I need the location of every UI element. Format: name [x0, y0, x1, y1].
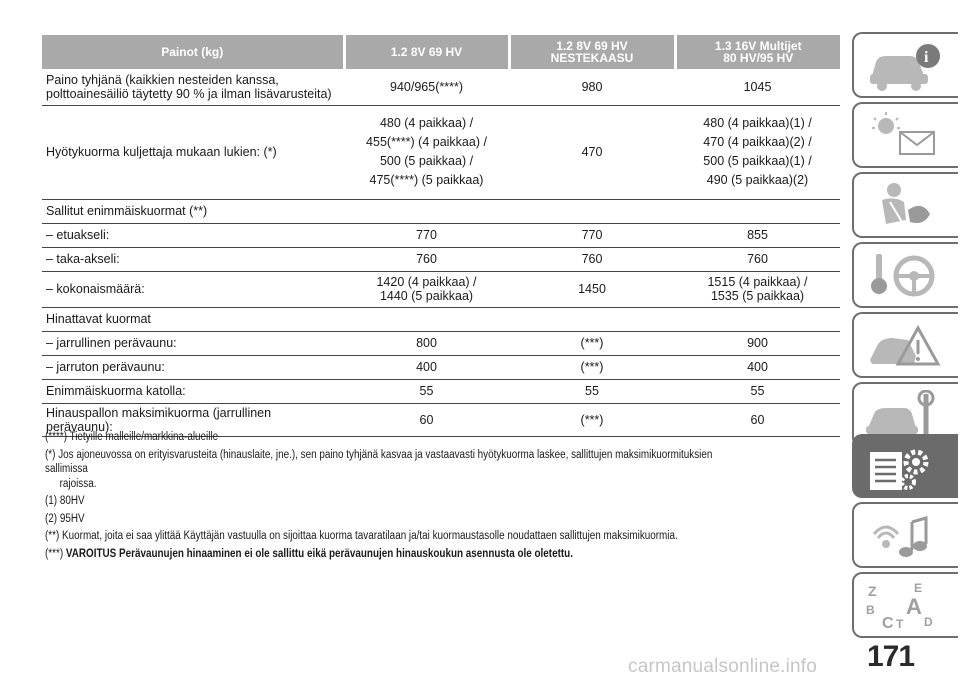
cell-value: 55 — [675, 379, 840, 403]
row-label: – jarruton perävaunu: — [42, 355, 344, 379]
header-engine-1: 1.2 8V 69 HV — [344, 35, 509, 69]
cell-line: 500 (5 paikkaa)(1) / — [703, 154, 812, 168]
cell-value: 60 — [675, 403, 840, 436]
cell-value — [344, 307, 509, 331]
table-row — [42, 355, 840, 379]
cell-value: 800 — [344, 331, 509, 355]
warning-light-message-icon — [864, 110, 944, 162]
row-label: Enimmäiskuorma katolla: — [42, 379, 344, 403]
seat-airbag-icon — [864, 180, 944, 232]
row-label: – etuakseli: — [42, 223, 344, 247]
row-label: Hyötykuorma kuljettaja mukaan lukien: (*) — [42, 105, 344, 199]
cell-line: 490 (5 paikkaa)(2) — [706, 173, 809, 187]
cell-value: 940/965(****) — [344, 69, 509, 105]
cell-value: 400 — [675, 355, 840, 379]
watermark: carmanualsonline.info — [628, 656, 818, 677]
tab-starting-driving[interactable] — [852, 242, 958, 308]
cell-value: 55 — [509, 379, 675, 403]
tab-technical-data[interactable] — [852, 434, 958, 498]
cell-value: (***) — [509, 403, 675, 436]
cell-value: 60 — [344, 403, 509, 436]
cell-value — [509, 199, 675, 223]
technical-data-gear-icon — [864, 442, 944, 494]
tab-index[interactable] — [852, 572, 958, 638]
cell-value: 1045 — [675, 69, 840, 105]
table-row — [42, 331, 840, 355]
tab-car-info[interactable] — [852, 32, 958, 98]
car-info-icon — [864, 40, 944, 92]
header-engine-3: 1.3 16V Multijet 80 HV/95 HV — [675, 35, 840, 69]
header-engine-2: 1.2 8V 69 HV NESTEKAASU — [509, 35, 675, 69]
tab-multimedia[interactable] — [852, 502, 958, 568]
table-row — [42, 379, 840, 403]
weights-table — [42, 35, 840, 437]
cell-value: 1420 (4 paikkaa) / 1440 (5 paikkaa) — [344, 271, 509, 307]
footnote: (1) 80HV — [45, 495, 85, 507]
cell-value: 760 — [675, 247, 840, 271]
cell-value: (***) — [509, 355, 675, 379]
index-letter: C — [882, 615, 894, 632]
cell-value: 770 — [509, 223, 675, 247]
footnote: (**) Kuormat, joita ei saa ylittää Käyttäjän vastuulla on sijoittaa kuorma tavaratilaan ja/tai kuormaustasolle noudattaen sallittujen maksimikuormia. — [45, 530, 678, 542]
table-header-row — [42, 35, 840, 69]
cell-value: 1450 — [509, 271, 675, 307]
cell-value: 55 — [344, 379, 509, 403]
cell-line: 480 (4 paikkaa)(1) / — [703, 116, 812, 130]
row-label: – jarrullinen perävaunu: — [42, 331, 344, 355]
cell-value — [509, 307, 675, 331]
table-row — [42, 199, 840, 223]
footnotes — [45, 430, 724, 564]
footnote-warning: (***) VAROITUS Perävaunujen hinaaminen ei ole sallittu eikä perävaunujen hinauskoukun asennusta ole oletettu. — [45, 547, 573, 560]
page-number: 171 — [867, 640, 915, 673]
row-label: Hinattavat kuormat — [42, 307, 344, 331]
cell-value: 470 — [509, 105, 675, 199]
table-row — [42, 247, 840, 271]
alphabetical-index-icon — [864, 580, 944, 632]
tab-warning-lights[interactable] — [852, 102, 958, 168]
cell-value: 760 — [344, 247, 509, 271]
row-label: Hinauspallon maksimikuorma (jarrullinen perävaunu): — [42, 403, 344, 436]
cell-line: 480 (4 paikkaa) / — [379, 116, 474, 130]
index-letter: Z — [868, 583, 877, 599]
index-letter: B — [866, 603, 875, 617]
tab-safety[interactable] — [852, 172, 958, 238]
row-label: Sallitut enimmäiskuormat (**) — [42, 199, 344, 223]
cell-value: 855 — [675, 223, 840, 247]
cell-value: 400 — [344, 355, 509, 379]
row-label: Paino tyhjänä (kaikkien nesteiden kanssa, polttoainesäiliö täytetty 90 % ja ilman lisävarusteita) — [42, 69, 344, 105]
row-label: – taka-akseli: — [42, 247, 344, 271]
table-row — [42, 271, 840, 307]
cell-line: 500 (5 paikkaa) / — [379, 154, 474, 168]
cell-value — [344, 105, 509, 199]
tab-emergency[interactable] — [852, 312, 958, 378]
cell-value: 980 — [509, 69, 675, 105]
cell-value: 1515 (4 paikkaa) / 1535 (5 paikkaa) — [675, 271, 840, 307]
cell-line: 470 (4 paikkaa)(2) / — [703, 135, 812, 149]
multimedia-music-icon — [864, 510, 944, 562]
cell-value — [675, 199, 840, 223]
footnote: (****) Tietyille malleille/markkina-alueille — [45, 431, 219, 443]
table-row — [42, 223, 840, 247]
footnote: (*) Jos ajoneuvossa on erityisvarusteita (hinauslaite, jne.), sen paino tyhjänä kasvaa ja vastaavasti hyötykuorma laskee, sallittujen maksimikuormituksien sallimissa rajoissa. — [45, 448, 713, 490]
cell-value: 770 — [344, 223, 509, 247]
row-label: – kokonaismäärä: — [42, 271, 344, 307]
table-row — [42, 69, 840, 105]
index-letter: T — [896, 617, 904, 631]
cell-value: (***) — [509, 331, 675, 355]
index-letter: E — [914, 581, 923, 595]
table-row — [42, 105, 840, 199]
svg-text:i: i — [924, 49, 929, 66]
accident-warning-triangle-icon — [864, 320, 944, 372]
header-weights: Painot (kg) — [42, 35, 344, 69]
cell-value — [344, 199, 509, 223]
cell-line: 475(****) (5 paikkaa) — [369, 173, 484, 187]
cell-value: 900 — [675, 331, 840, 355]
table-row — [42, 307, 840, 331]
footnote: (2) 95HV — [45, 512, 85, 525]
cell-value — [675, 105, 840, 199]
cell-value: 760 — [509, 247, 675, 271]
cell-value — [675, 307, 840, 331]
index-letter: D — [924, 615, 933, 629]
key-steering-wheel-icon — [864, 250, 944, 302]
index-letter: A — [906, 594, 922, 619]
cell-line: 455(****) (4 paikkaa) / — [366, 135, 487, 149]
